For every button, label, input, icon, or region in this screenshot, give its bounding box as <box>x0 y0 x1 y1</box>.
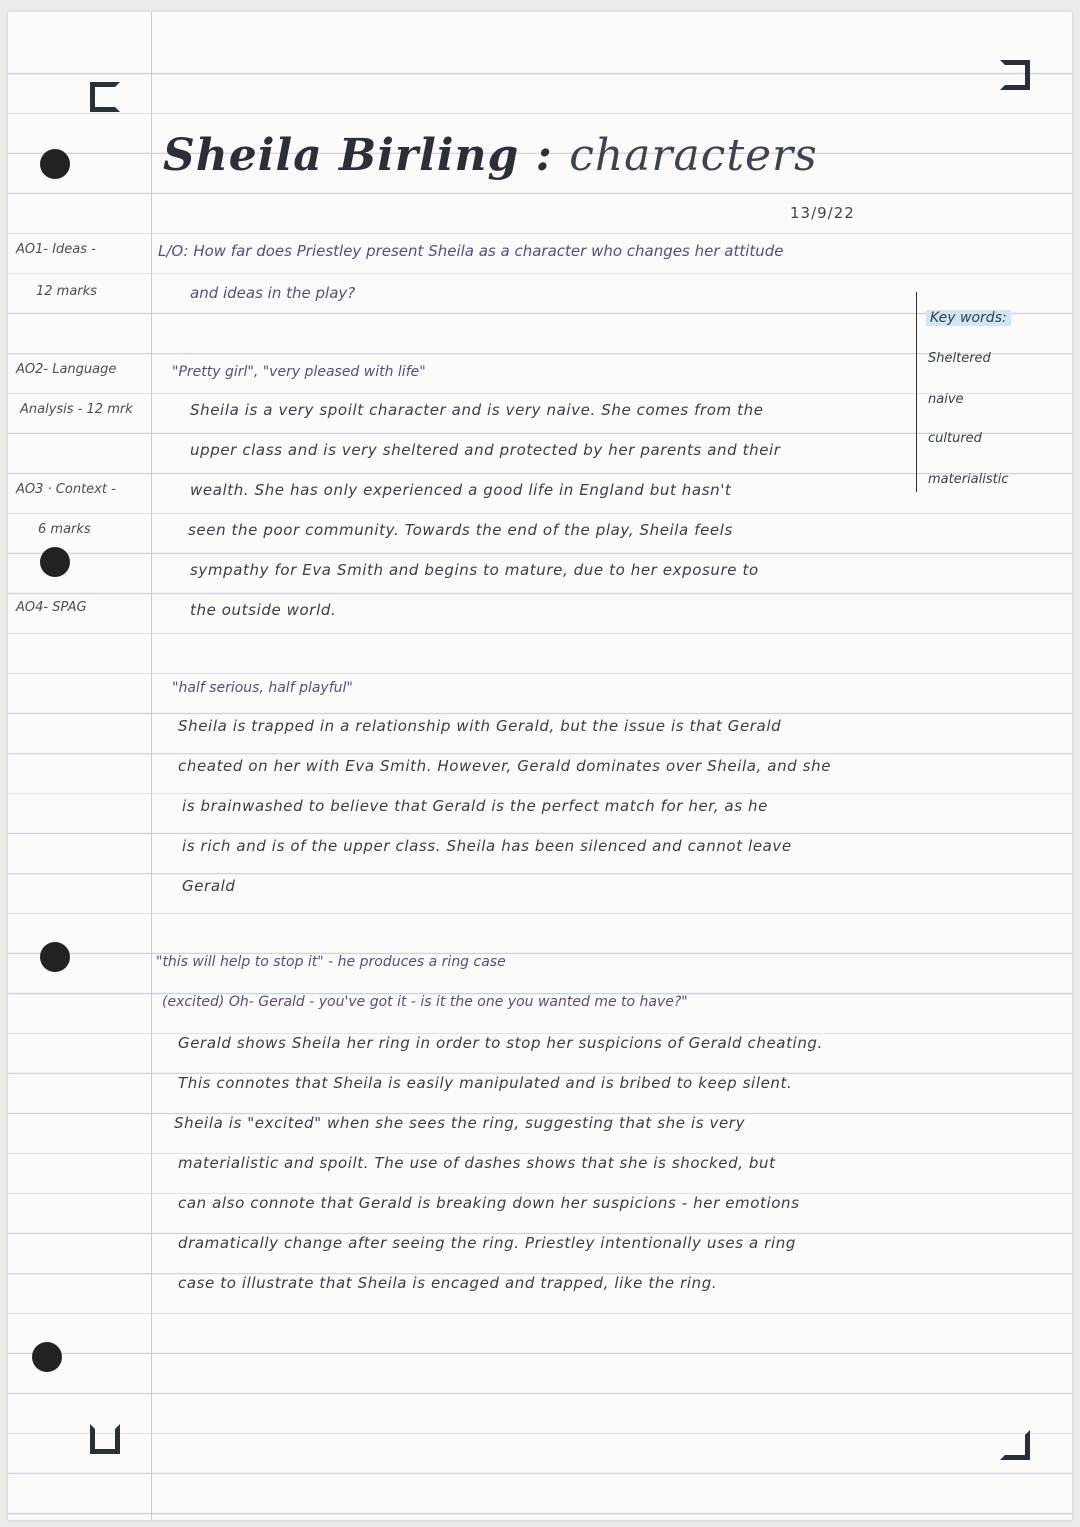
keyword-item: Sheltered <box>928 351 991 366</box>
section-line: This connotes that Sheila is easily manipulated and is bribed to keep silent. <box>178 1074 793 1092</box>
title-highlight: characters <box>569 130 818 181</box>
section-quote: (excited) Oh- Gerald - you've got it - is it the one you wanted me to have?" <box>162 994 688 1010</box>
section-line: is brainwashed to believe that Gerald is the perfect match for her, as he <box>182 797 768 815</box>
section-line: seen the poor community. Towards the end of the play, Sheila feels <box>188 521 733 539</box>
corner-mark-top-right-icon <box>1000 60 1030 90</box>
corner-mark-top-left-icon <box>90 82 120 112</box>
keywords-title: Key words: <box>926 310 1011 326</box>
corner-mark-bottom-left-icon <box>90 1424 120 1454</box>
section-quote: "Pretty girl", "very pleased with life" <box>172 364 426 380</box>
section-line: dramatically change after seeing the ring. Priestley intentionally uses a ring <box>178 1234 796 1252</box>
learning-objective-line: and ideas in the play? <box>190 284 356 302</box>
keyword-item: materialistic <box>928 472 1009 487</box>
section-line: case to illustrate that Sheila is encaged and trapped, like the ring. <box>178 1274 718 1292</box>
section-line: Sheila is a very spoilt character and is very naive. She comes from the <box>190 401 764 419</box>
section-line: cheated on her with Eva Smith. However, Gerald dominates over Sheila, and she <box>178 757 832 775</box>
section-line: sympathy for Eva Smith and begins to mature, due to her exposure to <box>190 561 759 579</box>
binder-hole-icon <box>40 149 70 179</box>
title-colon: : <box>535 130 553 181</box>
margin-note: AO2- Language <box>16 362 117 377</box>
learning-objective-line: L/O: How far does Priestley present Sheila as a character who changes her attitude <box>158 242 784 260</box>
title-main: Sheila Birling <box>163 130 520 181</box>
section-line: the outside world. <box>190 601 337 619</box>
section-line: wealth. She has only experienced a good life in England but hasn't <box>190 481 732 499</box>
section-line: Gerald shows Sheila her ring in order to stop her suspicions of Gerald cheating. <box>178 1034 823 1052</box>
section-line: can also connote that Gerald is breaking down her suspicions - her emotions <box>178 1194 800 1212</box>
margin-note: 12 marks <box>36 284 97 299</box>
binder-hole-icon <box>40 942 70 972</box>
keyword-item: cultured <box>928 431 982 446</box>
section-quote: "this will help to stop it" - he produces a ring case <box>156 954 506 970</box>
section-line: is rich and is of the upper class. Sheila has been silenced and cannot leave <box>182 837 792 855</box>
margin-note: AO3 · Context - <box>16 482 116 497</box>
margin-note: 6 marks <box>38 522 91 537</box>
section-line: Sheila is "excited" when she sees the ring, suggesting that she is very <box>174 1114 746 1132</box>
binder-hole-icon <box>40 547 70 577</box>
section-line: upper class and is very sheltered and protected by her parents and their <box>190 441 781 459</box>
section-quote: "half serious, half playful" <box>172 680 353 696</box>
section-line: Sheila is trapped in a relationship with Gerald, but the issue is that Gerald <box>178 717 782 735</box>
date: 13/9/22 <box>790 204 855 222</box>
margin-note: AO4- SPAG <box>16 600 87 615</box>
section-line: Gerald <box>182 877 236 895</box>
keywords-divider <box>916 292 917 492</box>
margin-note: Analysis - 12 mrk <box>20 402 133 417</box>
binder-hole-icon <box>32 1342 62 1372</box>
keyword-item: naive <box>928 392 964 407</box>
page-title <box>163 130 818 181</box>
corner-mark-bottom-right-icon <box>1000 1430 1030 1460</box>
section-line: materialistic and spoilt. The use of dashes shows that she is shocked, but <box>178 1154 776 1172</box>
margin-note: AO1- Ideas - <box>16 242 96 257</box>
margin-line <box>151 12 152 1520</box>
notebook-page <box>8 12 1072 1520</box>
